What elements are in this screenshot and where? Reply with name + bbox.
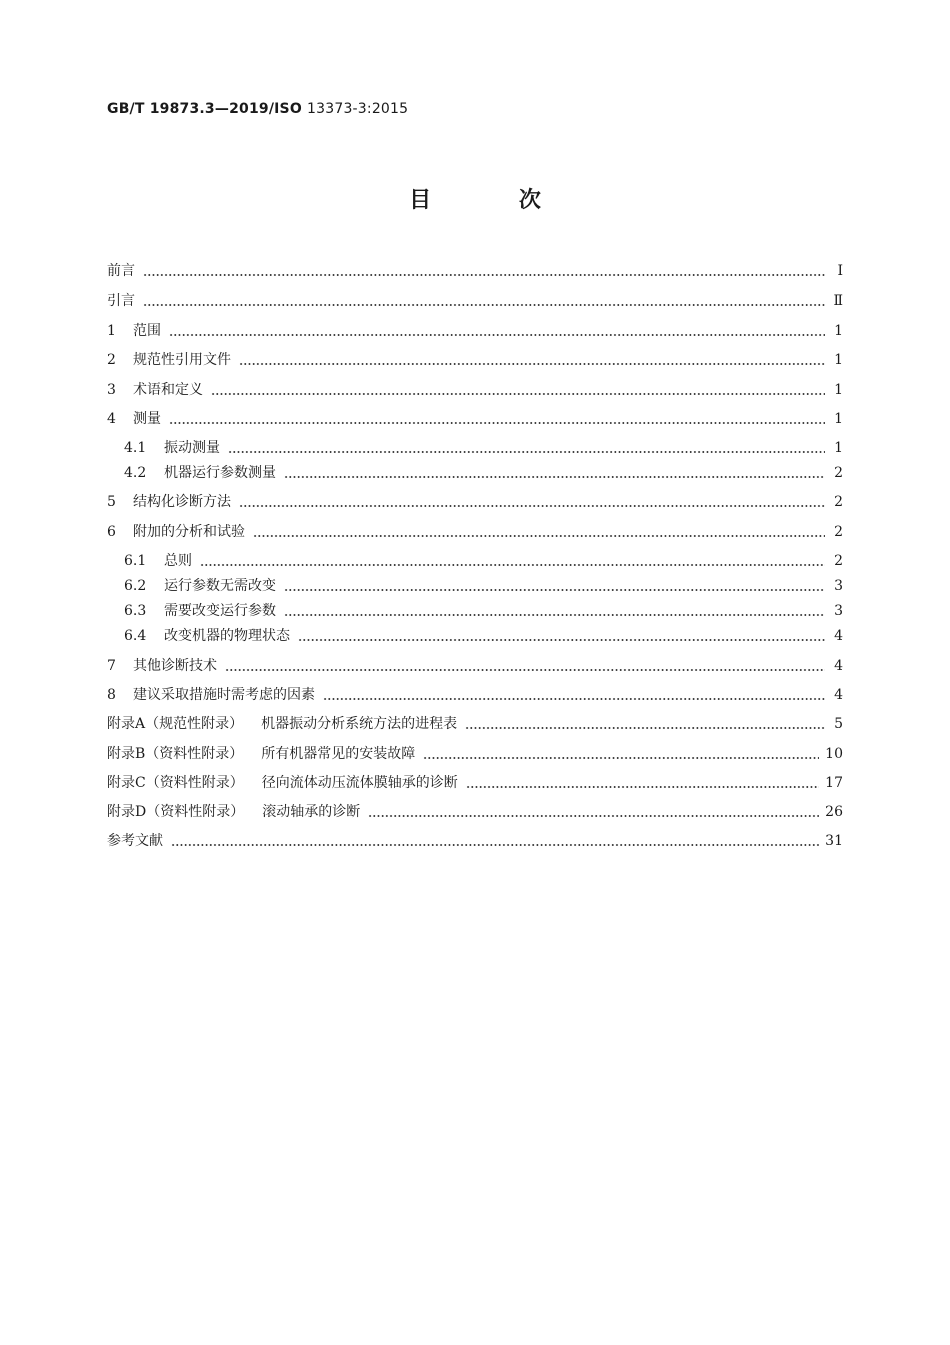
toc-entry-number: 6 (107, 524, 116, 540)
toc-entry-title: 范围 (133, 323, 161, 339)
toc-entry-label (124, 462, 276, 484)
toc-title: 目 次 (409, 188, 581, 213)
toc-entry-title: 其他诊断技术 (133, 658, 217, 674)
toc-entry[interactable] (107, 349, 843, 371)
toc-entry-title: 建议采取措施时需考虑的因素 (133, 687, 315, 703)
toc-annex-label: 附录D（资料性附录） (107, 804, 245, 820)
toc-entry-label (107, 521, 245, 543)
toc-annex-label: 附录C（资料性附录） (107, 775, 244, 791)
toc-annex-label: 附录B（资料性附录） (107, 746, 244, 762)
toc-entry[interactable] (124, 575, 843, 597)
toc-entry-title: 改变机器的物理状态 (164, 628, 290, 644)
toc-page-number: 10 (825, 746, 843, 762)
toc-dot-leader (368, 815, 819, 817)
toc-entry[interactable] (124, 550, 843, 572)
toc-entry-label (124, 625, 290, 647)
toc-page-number: 4 (834, 658, 843, 674)
toc-entry[interactable] (107, 743, 843, 765)
toc-dot-leader (284, 476, 825, 478)
toc-entry[interactable] (107, 772, 843, 794)
toc-page-number: 1 (834, 352, 843, 368)
toc-page-number: 1 (834, 411, 843, 427)
toc-dot-leader (225, 669, 825, 671)
toc-entry-title: 引言 (107, 293, 135, 309)
toc-entry-number: 2 (107, 352, 116, 368)
toc-entry-number: 4.2 (124, 465, 147, 481)
toc-entry-number: 3 (107, 382, 116, 398)
toc-page-number: 3 (834, 578, 843, 594)
toc-entry-label (107, 408, 161, 430)
toc-entry[interactable] (107, 320, 843, 342)
toc-dot-leader (228, 451, 825, 453)
toc-entry[interactable] (107, 408, 843, 430)
toc-entry-label (107, 655, 217, 677)
toc-dot-leader (298, 639, 825, 641)
toc-entry-number: 5 (107, 494, 116, 510)
toc-entry[interactable] (107, 521, 843, 543)
toc-dot-leader (211, 393, 825, 395)
toc-entry[interactable] (107, 830, 843, 852)
toc-entry-label (107, 320, 161, 342)
toc-entry-title: 结构化诊断方法 (133, 494, 231, 510)
toc-entry-title: 前言 (107, 263, 135, 279)
toc-entry-label (107, 801, 360, 823)
toc-entry-title: 规范性引用文件 (133, 352, 231, 368)
toc-entry[interactable] (124, 625, 843, 647)
toc-entry[interactable] (124, 462, 843, 484)
toc-dot-leader (169, 422, 825, 424)
toc-entry-label (107, 260, 135, 282)
toc-page-number: 2 (834, 465, 843, 481)
toc-dot-leader (171, 844, 819, 846)
toc-entry[interactable] (107, 379, 843, 401)
toc-entry-label (124, 550, 192, 572)
toc-dot-leader (239, 505, 825, 507)
toc-entry[interactable] (107, 801, 843, 823)
toc-entry[interactable] (107, 290, 843, 312)
toc-entry[interactable] (107, 655, 843, 677)
toc-dot-leader (284, 589, 825, 591)
toc-entry[interactable] (107, 684, 843, 706)
toc-entry-title: 运行参数无需改变 (164, 578, 276, 594)
toc-page-number: 3 (834, 603, 843, 619)
toc-entry-title: 测量 (133, 411, 161, 427)
toc-page-number: 2 (834, 524, 843, 540)
standard-number-bold: GB/T 19873.3—2019/ISO (107, 101, 302, 117)
toc-page-number: 4 (834, 628, 843, 644)
toc-entry-label (107, 491, 231, 513)
toc-page-number: 2 (834, 553, 843, 569)
toc-entry-number: 6.1 (124, 553, 147, 569)
toc-dot-leader (284, 614, 825, 616)
toc-entry[interactable] (107, 491, 843, 513)
toc-dot-leader (143, 274, 825, 276)
toc-entry-label (107, 743, 415, 765)
toc-page-number: 17 (825, 775, 843, 791)
toc-page-number: 1 (834, 382, 843, 398)
toc-dot-leader (466, 786, 819, 788)
toc-entry-number: 1 (107, 323, 116, 339)
toc-entry-number: 6.4 (124, 628, 147, 644)
toc-entry-title: 术语和定义 (133, 382, 203, 398)
toc-dot-leader (423, 757, 819, 759)
toc-dot-leader (169, 334, 825, 336)
toc-entry-label (107, 713, 457, 735)
toc-dot-leader (253, 535, 825, 537)
toc-page-number: Ⅰ (837, 263, 843, 279)
toc-entry-title: 机器运行参数测量 (164, 465, 276, 481)
standard-number-rest: 13373-3:2015 (307, 101, 409, 117)
toc-entry-label (124, 575, 276, 597)
toc-page-number: 2 (834, 494, 843, 510)
toc-entry-label (107, 379, 203, 401)
toc-entry[interactable] (107, 260, 843, 282)
toc-entry[interactable] (124, 437, 843, 459)
toc-entry-number: 4 (107, 411, 116, 427)
toc-entry-label (124, 437, 220, 459)
toc-page-number: Ⅱ (833, 293, 843, 309)
toc-entry-title: 所有机器常见的安装故障 (261, 746, 416, 762)
toc-annex-label: 附录A（规范性附录） (107, 716, 244, 732)
toc-entry-title: 振动测量 (164, 440, 220, 456)
toc-dot-leader (200, 564, 825, 566)
toc-entry-title: 需要改变运行参数 (164, 603, 276, 619)
toc-entry-number: 6.3 (124, 603, 147, 619)
toc-page-number: 26 (825, 804, 843, 820)
toc-entry-title: 机器振动分析系统方法的进程表 (261, 716, 458, 732)
toc-entry-label (107, 772, 458, 794)
toc-page-number: 5 (834, 716, 843, 732)
toc-dot-leader (323, 698, 825, 700)
toc-entry-number: 6.2 (124, 578, 147, 594)
toc-dot-leader (239, 363, 825, 365)
toc-page-number: 1 (834, 323, 843, 339)
toc-entry-label (107, 290, 135, 312)
toc-entry-label (124, 600, 276, 622)
toc-entry-label (107, 684, 315, 706)
toc-entry-label (107, 830, 163, 852)
toc-entry-title: 附加的分析和试验 (133, 524, 245, 540)
toc-entry[interactable] (107, 713, 843, 735)
toc-dot-leader (143, 304, 825, 306)
toc-entry-number: 7 (107, 658, 116, 674)
toc-entry[interactable] (124, 600, 843, 622)
toc-page-number: 1 (834, 440, 843, 456)
toc-entry-title: 径向流体动压流体膜轴承的诊断 (261, 775, 458, 791)
toc-entry-label (107, 349, 231, 371)
toc-entry-title: 参考文献 (107, 833, 163, 849)
toc-page-number: 31 (825, 833, 843, 849)
toc-entry-title: 滚动轴承的诊断 (262, 804, 361, 820)
toc-entry-number: 8 (107, 687, 116, 703)
toc-entry-title: 总则 (164, 553, 192, 569)
table-of-contents (107, 0, 843, 1345)
toc-entry-number: 4.1 (124, 440, 147, 456)
toc-page-number: 4 (834, 687, 843, 703)
toc-dot-leader (465, 727, 825, 729)
